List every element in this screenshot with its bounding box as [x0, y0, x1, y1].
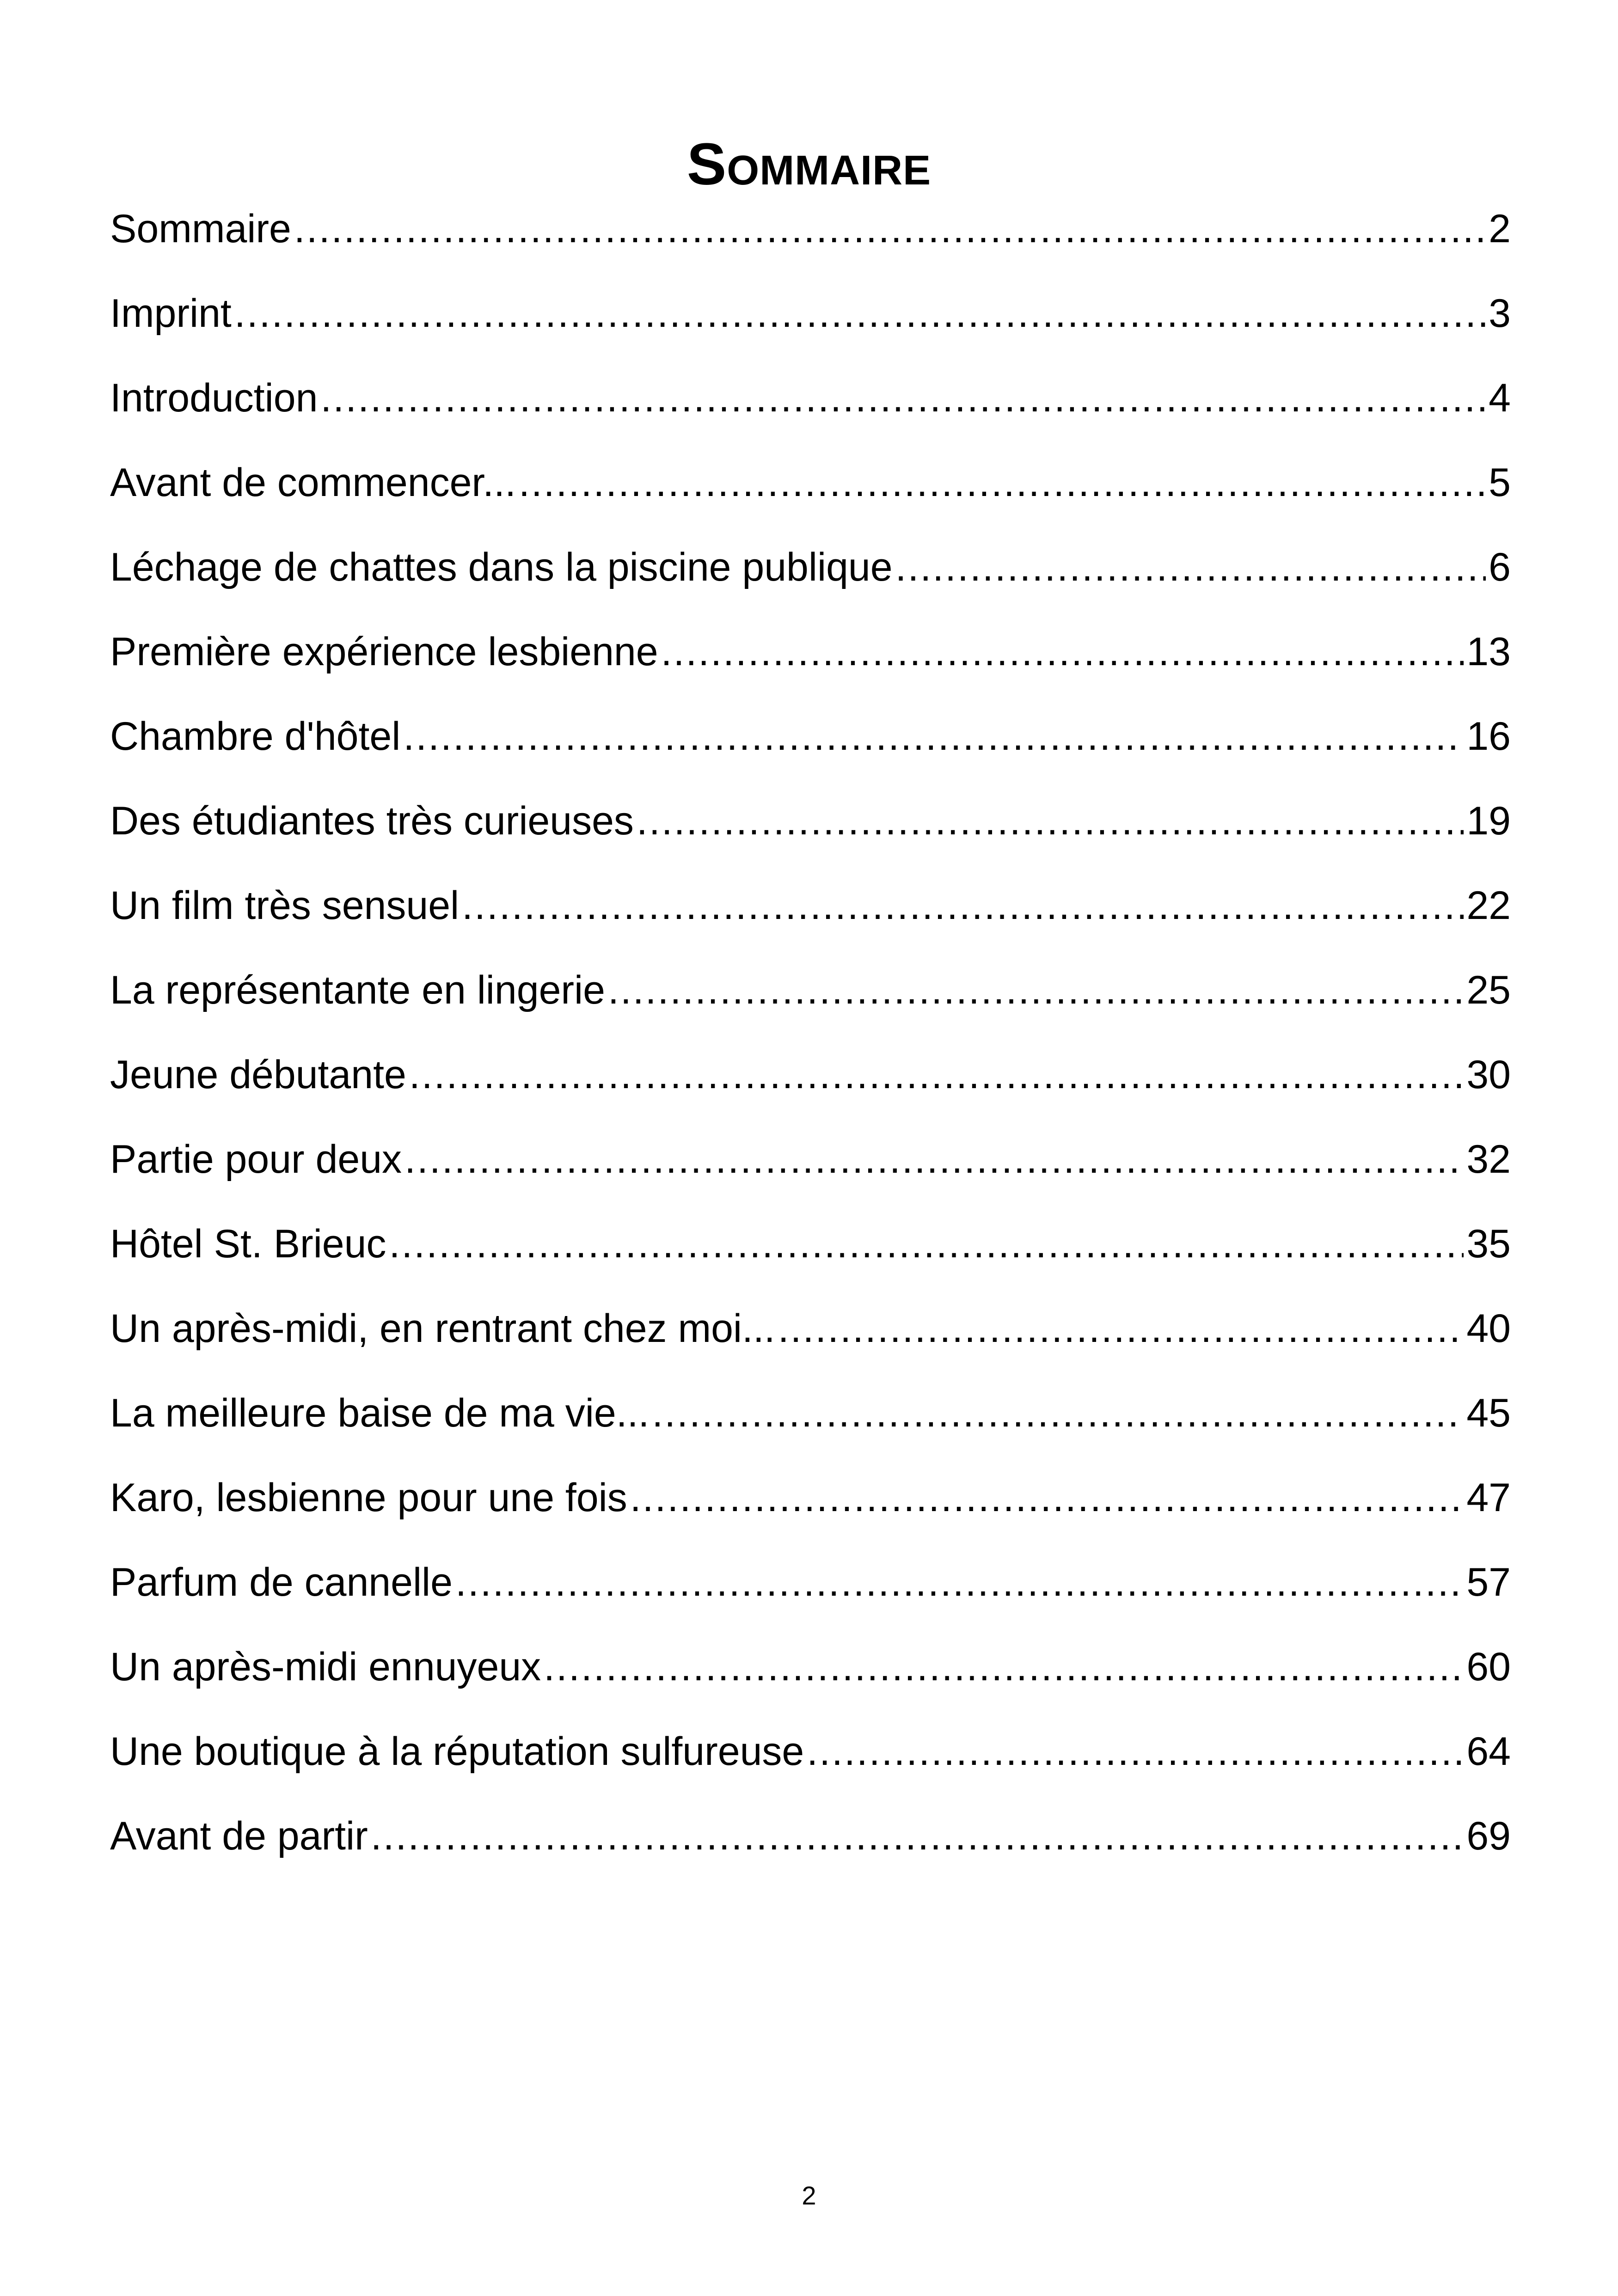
toc-entry-title: Avant de commencer...: [110, 460, 516, 505]
toc-entry-page: 19: [1466, 799, 1511, 843]
toc-entry-page: 4: [1489, 376, 1511, 420]
dot-leader: [652, 1388, 1464, 1439]
toc-entry-page: 5: [1489, 460, 1511, 505]
toc-entry-title: Une boutique à la réputation sulfureuse: [110, 1729, 804, 1774]
toc-entry-title: Première expérience lesbienne: [110, 630, 658, 674]
toc-entry[interactable]: [110, 965, 1511, 1049]
toc-entry-title: Avant de partir: [110, 1814, 368, 1858]
toc-entry-page: 2: [1489, 207, 1511, 251]
toc-entry-title: Karo, lesbienne pour une fois: [110, 1476, 627, 1520]
toc-entry-title: Hôtel St. Brieuc: [110, 1222, 386, 1266]
table-of-contents: [110, 203, 1511, 1895]
toc-entry-title: La meilleure baise de ma vie...: [110, 1391, 650, 1435]
toc-entry[interactable]: [110, 1726, 1511, 1811]
toc-entry-page: 32: [1466, 1137, 1511, 1182]
toc-entry-title: Partie pour deux: [110, 1137, 402, 1182]
toc-entry-title: Un après-midi ennuyeux: [110, 1645, 541, 1689]
toc-entry-page: 64: [1466, 1729, 1511, 1774]
toc-entry[interactable]: [110, 1049, 1511, 1134]
toc-entry[interactable]: [110, 1472, 1511, 1557]
toc-entry-page: 30: [1466, 1053, 1511, 1097]
toc-entry-title: Parfum de cannelle: [110, 1560, 453, 1604]
toc-entry[interactable]: [110, 457, 1511, 542]
toc-entry-title: La représentante en lingerie: [110, 968, 605, 1012]
dot-leader: [455, 1557, 1464, 1608]
dot-leader: [630, 1472, 1464, 1523]
toc-entry-page: 25: [1466, 968, 1511, 1012]
dot-leader: [807, 1726, 1464, 1777]
toc-entry-page: 6: [1489, 545, 1511, 589]
toc-entry-page: 57: [1466, 1560, 1511, 1604]
dot-leader: [389, 1218, 1464, 1269]
toc-entry[interactable]: [110, 1557, 1511, 1641]
toc-entry[interactable]: [110, 1303, 1511, 1388]
toc-entry[interactable]: [110, 542, 1511, 626]
toc-entry[interactable]: [110, 1388, 1511, 1472]
dot-leader: [294, 203, 1486, 254]
toc-entry-title: Introduction: [110, 376, 318, 420]
dot-leader: [462, 880, 1464, 931]
toc-entry[interactable]: [110, 203, 1511, 288]
dot-leader: [608, 965, 1464, 1016]
dot-leader: [404, 1134, 1464, 1185]
dot-leader: [403, 711, 1464, 762]
toc-entry-page: 45: [1466, 1391, 1511, 1435]
toc-entry[interactable]: [110, 880, 1511, 965]
toc-entry-page: 16: [1466, 714, 1511, 759]
dot-leader: [320, 373, 1486, 423]
toc-entry-title: Sommaire: [110, 207, 291, 251]
toc-entry-title: Imprint: [110, 291, 232, 336]
toc-entry[interactable]: [110, 1218, 1511, 1303]
toc-entry-page: 3: [1489, 291, 1511, 336]
toc-entry-title: Léchage de chattes dans la piscine publique: [110, 545, 893, 589]
toc-entry-title: Un après-midi, en rentrant chez moi...: [110, 1306, 775, 1351]
dot-leader: [519, 457, 1486, 508]
page-title: Sommaire: [686, 131, 932, 197]
toc-entry-title: Jeune débutante: [110, 1053, 406, 1097]
toc-entry-page: 40: [1466, 1306, 1511, 1351]
dot-leader: [544, 1641, 1464, 1692]
toc-entry[interactable]: [110, 288, 1511, 373]
toc-entry-title: Un film très sensuel: [110, 883, 460, 928]
dot-leader: [371, 1811, 1464, 1861]
dot-leader: [895, 542, 1486, 593]
toc-entry[interactable]: [110, 373, 1511, 457]
dot-leader: [778, 1303, 1464, 1354]
toc-entry[interactable]: [110, 1134, 1511, 1218]
toc-entry-page: 22: [1466, 883, 1511, 928]
toc-entry-page: 13: [1466, 630, 1511, 674]
toc-entry[interactable]: [110, 796, 1511, 880]
toc-entry[interactable]: [110, 711, 1511, 796]
toc-entry-title: Des étudiantes très curieuses: [110, 799, 634, 843]
dot-leader: [637, 796, 1464, 846]
page-number: 2: [802, 2181, 816, 2210]
toc-entry-page: 35: [1466, 1222, 1511, 1266]
toc-entry[interactable]: [110, 1811, 1511, 1895]
toc-entry[interactable]: [110, 1641, 1511, 1726]
toc-entry[interactable]: [110, 626, 1511, 711]
dot-leader: [661, 626, 1464, 677]
toc-entry-page: 69: [1466, 1814, 1511, 1858]
dot-leader: [409, 1049, 1464, 1100]
toc-entry-page: 47: [1466, 1476, 1511, 1520]
toc-entry-page: 60: [1466, 1645, 1511, 1689]
dot-leader: [234, 288, 1486, 339]
toc-entry-title: Chambre d'hôtel: [110, 714, 401, 759]
